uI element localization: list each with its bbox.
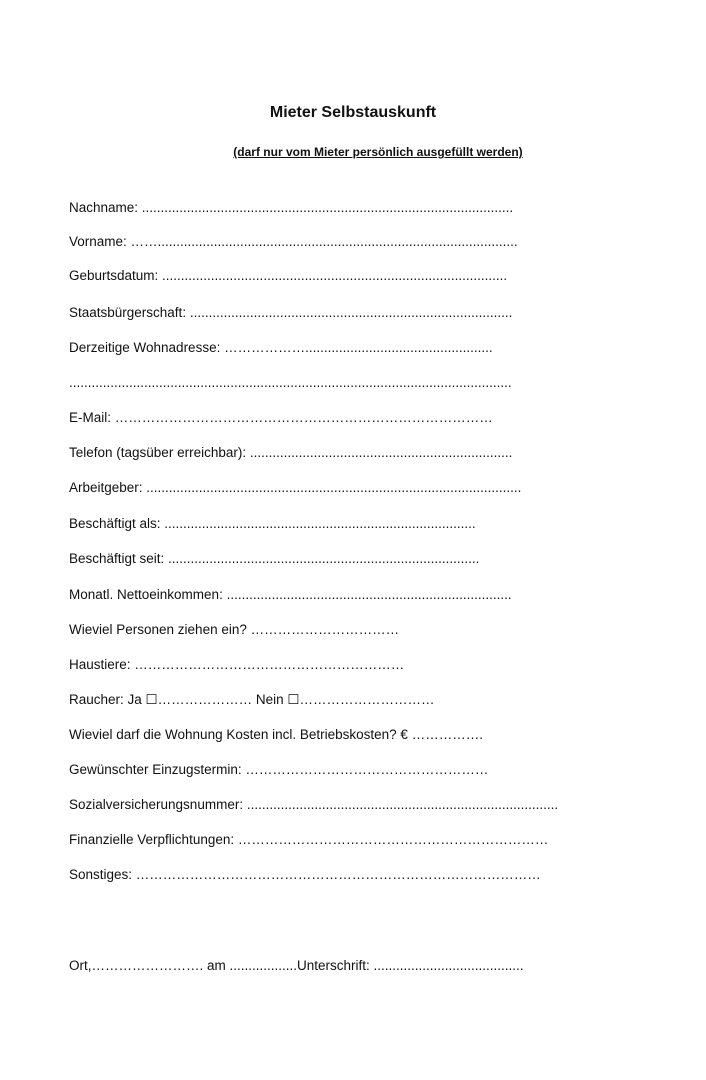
field-personen: Wieviel Personen ziehen ein? …………………………… bbox=[69, 622, 400, 637]
field-raucher: Raucher: Ja ☐………………… Nein ☐………………………… bbox=[69, 692, 435, 707]
document-title: Mieter Selbstauskunft bbox=[269, 104, 437, 121]
field-sonstiges: Sonstiges: ……………………………………………………………………………… bbox=[69, 867, 541, 882]
field-email: E-Mail: ………………………………………………………………………… bbox=[69, 410, 493, 425]
field-vorname: Vorname: ……................................................................................................ bbox=[69, 234, 518, 249]
field-haustiere: Haustiere: …………………………………………………… bbox=[69, 657, 405, 672]
field-wohnungskosten: Wieviel darf die Wohnung Kosten incl. Betriebskosten? € ……………. bbox=[69, 727, 483, 742]
field-telefon: Telefon (tagsüber erreichbar): ...................................................................... bbox=[69, 445, 513, 460]
field-nachname: Nachname: ................................................................................................... bbox=[69, 200, 514, 215]
field-wohnadresse-continuation: ...................................................................................................................... bbox=[69, 375, 512, 390]
field-einzugstermin: Gewünschter Einzugstermin: ……………………………………………… bbox=[69, 762, 489, 777]
field-nettoeinkommen: Monatl. Nettoeinkommen: ............................................................................ bbox=[69, 587, 512, 602]
field-arbeitgeber: Arbeitgeber: .................................................................................................... bbox=[69, 480, 522, 495]
field-wohnadresse: Derzeitige Wohnadresse: ……………….................................................. bbox=[69, 340, 493, 355]
field-beschaeftigt-als: Beschäftigt als: ................................................................................... bbox=[69, 516, 476, 531]
signature-line: Ort,……………………. am ..................Unterschrift: ........................................ bbox=[69, 958, 524, 973]
field-geburtsdatum: Geburtsdatum: ............................................................................................ bbox=[69, 268, 508, 283]
field-finanzielle-verpflichtungen: Finanzielle Verpflichtungen: …………………………………………………………… bbox=[69, 832, 549, 847]
document-subtitle: (darf nur vom Mieter persönlich ausgefüllt werden) bbox=[233, 145, 523, 159]
field-staatsbuergerschaft: Staatsbürgerschaft: ...................................................................................... bbox=[69, 305, 513, 320]
field-beschaeftigt-seit: Beschäftigt seit: ................................................................................... bbox=[69, 551, 480, 566]
field-sozialversicherungsnummer: Sozialversicherungsnummer: ................................................................................... bbox=[69, 797, 559, 812]
